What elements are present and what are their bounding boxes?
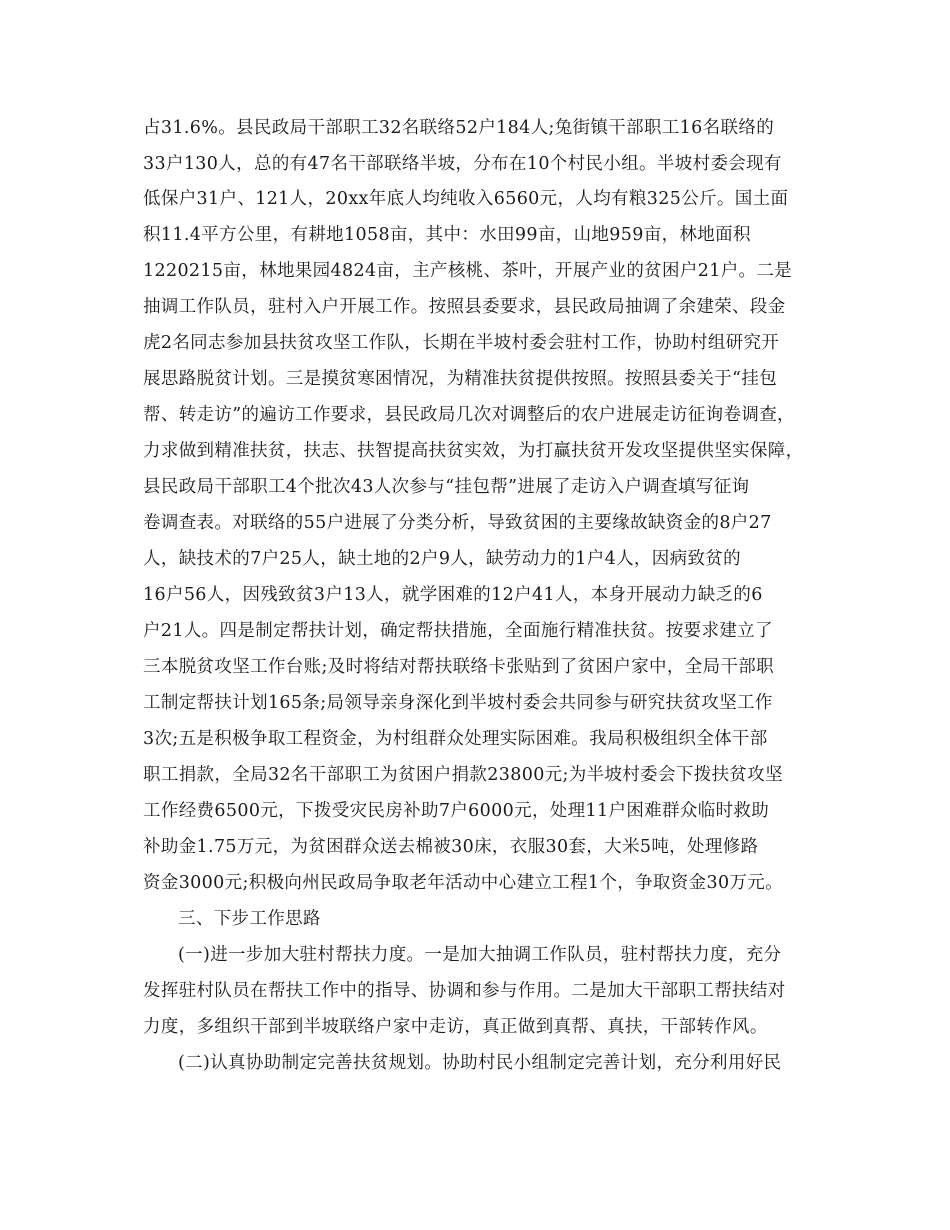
text-line: 三本脱贫攻坚工作台账;及时将结对帮扶联络卡张贴到了贫困户家中，全局干部职	[143, 657, 774, 677]
text-line: 发挥驻村队员在帮扶工作中的指导、协调和参与作用。二是加大干部职工帮扶结对	[143, 981, 786, 1001]
text-line: 低保户31户、121人，20xx年底人均纯收入6560元，人均有粮325公斤。国土面	[143, 189, 789, 209]
text-line: 展思路脱贫计划。三是摸贫寒困情况，为精准扶贫提供按照。按照县委关于“挂包	[143, 369, 778, 389]
text-line: 资金3000元;积极向州民政局争取老年活动中心建立工程1个，争取资金30万元。	[143, 873, 783, 893]
text-line: 力求做到精准扶贫，扶志、扶智提高扶贫实效，为打赢扶贫开发攻坚提供坚实保障，	[143, 441, 804, 461]
text-line: (一)进一步加大驻村帮扶力度。一是加大抽调工作队员，驻村帮扶力度，充分	[178, 945, 782, 965]
text-line: 积11.4平方公里，有耕地1058亩，其中：水田99亩，山地959亩，林地面积	[143, 225, 751, 245]
text-line: 工制定帮扶计划165条;局领导亲身深化到半坡村委会共同参与研究扶贫攻坚工作	[143, 693, 773, 713]
text-line: 户21人。四是制定帮扶计划，确定帮扶措施，全面施行精准扶贫。按要求建立了	[143, 621, 773, 641]
text-line: 3次;五是积极争取工程资金，为村组群众处理实际困难。我局积极组织全体干部	[143, 729, 768, 749]
text-line: 33户130人，总的有47名干部联络半坡，分布在10个村民小组。半坡村委会现有	[143, 154, 782, 174]
text-line: (二)认真协助制定完善扶贫规划。协助村民小组制定完善计划，充分利用好民	[178, 1053, 782, 1073]
text-line: 虎2名同志参加县扶贫攻坚工作队，长期在半坡村委会驻村工作，协助村组研究开	[143, 333, 780, 353]
text-line: 补助金1.75万元，为贫困群众送去棉被30床，衣服30套，大米5吨，处理修路	[143, 837, 759, 857]
text-line: 职工捐款，全局32名干部职工为贫困户捐款23800元;为半坡村委会下拨扶贫攻坚	[143, 765, 783, 785]
text-line: 县民政局干部职工4个批次43人次参与“挂包帮”进展了走访入户调查填写征询	[143, 477, 750, 497]
text-line: 16户56人，因残致贫3户13人，就学困难的12户41人，本身开展动力缺乏的6	[143, 585, 763, 605]
text-line: 占31.6%。县民政局干部职工32名联络52户184人;兔街镇干部职工16名联络的	[143, 118, 775, 138]
text-line: 帮、转走访”的遍访工作要求，县民政局几次对调整后的农户进展走访征询卷调查，	[143, 405, 795, 425]
text-line: 1220215亩，林地果园4824亩，主产核桃、茶叶，开展产业的贫困户21户。二是	[143, 261, 793, 281]
section-heading: 三、下步工作思路	[178, 909, 321, 929]
text-line: 卷调查表。对联络的55户进展了分类分析，导致贫困的主要缘故缺资金的8户27	[143, 513, 772, 533]
text-line: 抽调工作队员，驻村入户开展工作。按照县委要求，县民政局抽调了余建荣、段金	[143, 297, 786, 317]
text-line: 人，缺技术的7户25人，缺土地的2户9人，缺劳动力的1户4人，因病致贫的	[143, 549, 742, 569]
text-line: 力度，多组织干部到半坡联络户家中走访，真正做到真帮、真扶，干部转作风。	[143, 1017, 768, 1037]
text-line: 工作经费6500元，下拨受灾民房补助7户6000元，处理11户困难群众临时救助	[143, 801, 770, 821]
